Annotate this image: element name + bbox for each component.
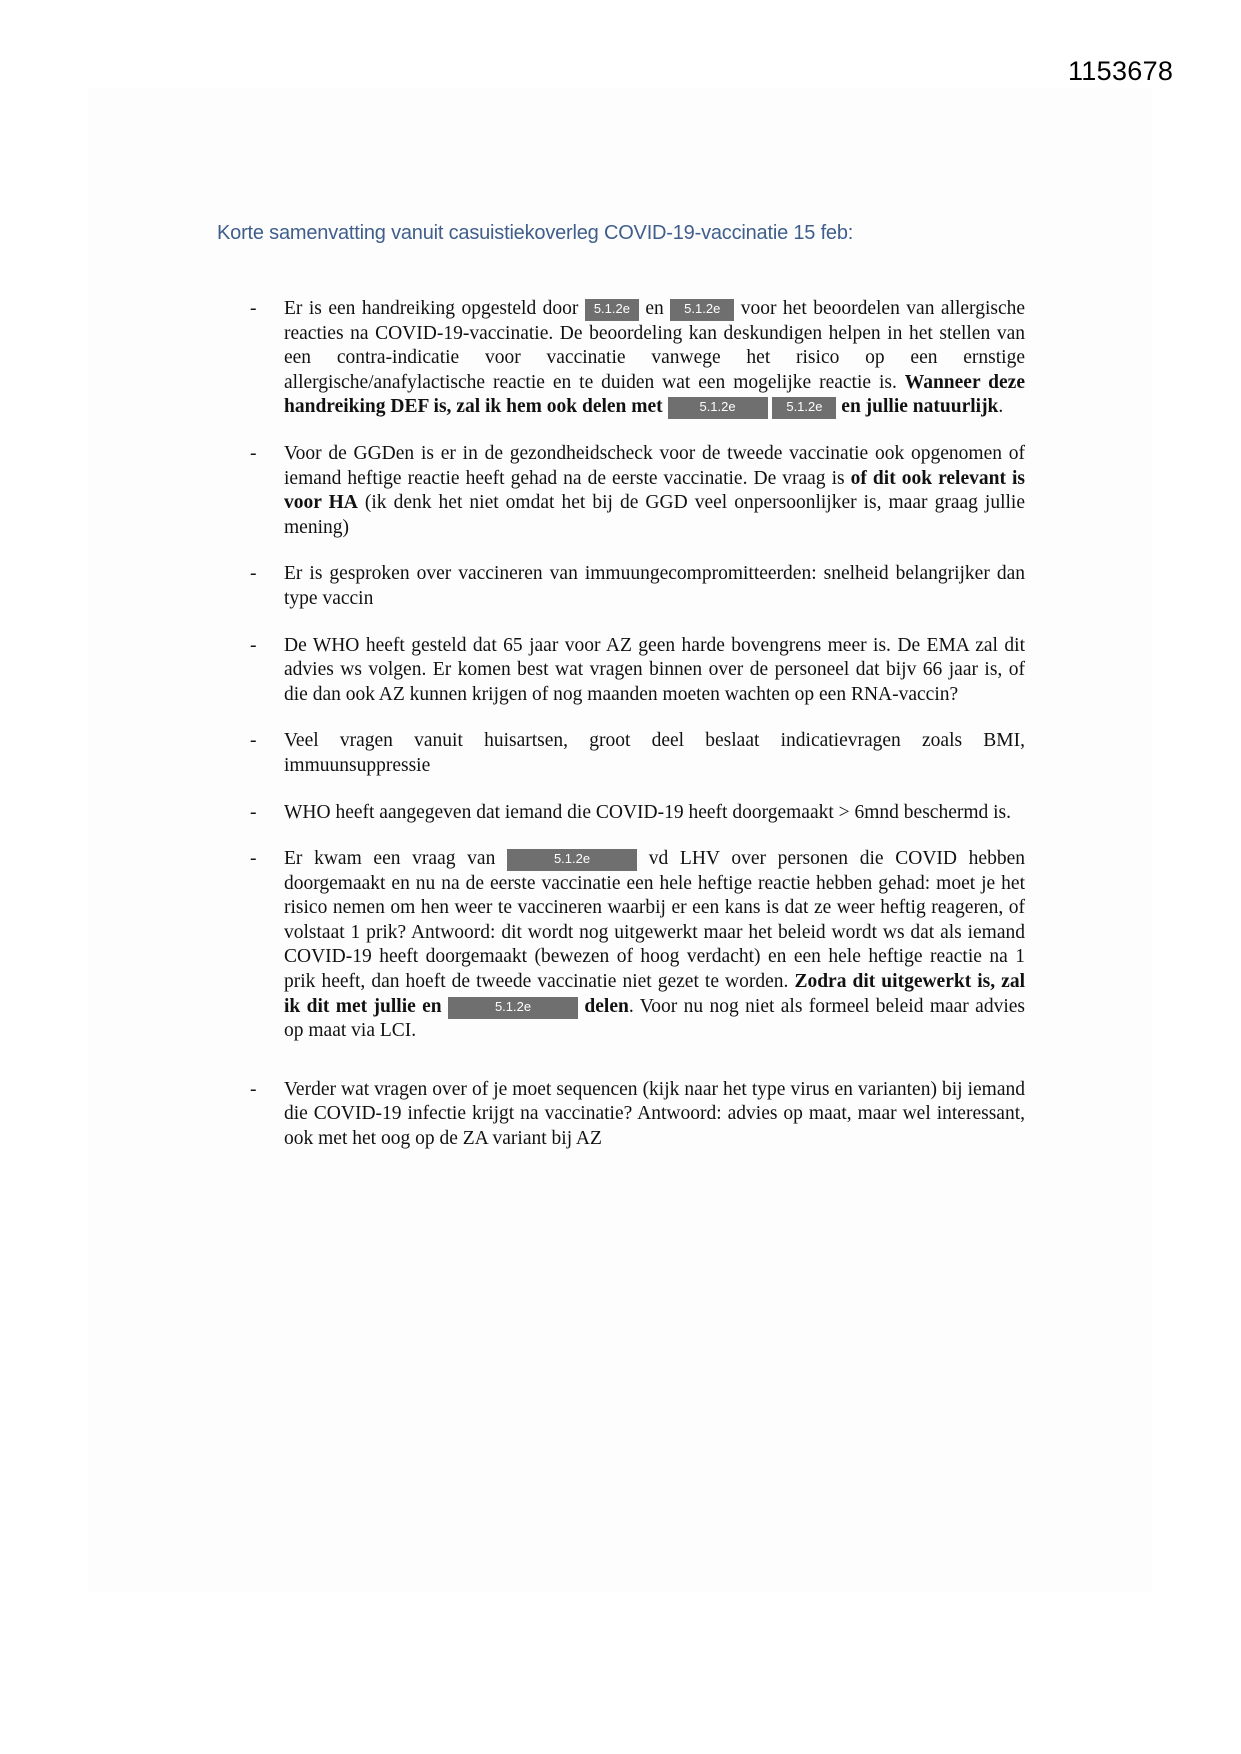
bullet-dash: - bbox=[250, 298, 257, 319]
bullet-dash: - bbox=[250, 1078, 257, 1100]
redaction-box: 5.1.2e bbox=[507, 849, 637, 871]
redaction-box: 5.1.2e bbox=[668, 397, 768, 419]
redaction-box: 5.1.2e bbox=[772, 397, 836, 419]
list-item bbox=[250, 442, 1025, 540]
item-text: vd LHV over personen die COVID hebben doorgemaakt en nu na de eerste vaccinatie een hele heftige reactie hebben gehad: moet je het risico nemen om hen weer te vaccineren waarbij er een kans is dat ze weer heftig reageren, of volstaat 1 prik? Antwoord: dit wordt nog uitgewerkt maar het beleid wordt ws dat als iemand COVID-19 heeft doorgemaakt (bewezen of hoog verdacht) en een hele heftige reactie na 1 prik heeft, dan hoeft de tweede vaccinatie niet gezet te worden. bbox=[284, 848, 1025, 993]
item-text: Voor de GGDen is er in de gezondheidscheck voor de tweede vaccinatie ook opgenomen of iemand heftige reactie heeft gehad na de eerste vaccinatie. De vraag is bbox=[284, 442, 1025, 489]
list-item bbox=[250, 847, 1025, 1044]
bullet-dash: - bbox=[250, 801, 257, 823]
bullet-dash: - bbox=[250, 442, 257, 464]
redaction-box: 5.1.2e bbox=[448, 997, 578, 1019]
document-id-number: 1153678 bbox=[1068, 56, 1174, 86]
item-text: en bbox=[645, 298, 664, 319]
item-text: voor het beoordelen van allergische reacties na COVID-19-vaccinatie. De beoordeling kan deskundigen helpen in het stellen van een contra-indicatie voor vaccinatie vanwege het risico op een ernstige allergische/anafylactische reactie en te duiden wat een mogelijke reactie is. bbox=[284, 298, 1026, 393]
redaction-box: 5.1.2e bbox=[670, 299, 734, 321]
list-item bbox=[250, 729, 1025, 778]
item-text: . Voor nu nog niet als formeel beleid maar advies op maat via LCI. bbox=[284, 995, 1025, 1042]
item-text: Verder wat vragen over of je moet sequencen (kijk naar het type virus en varianten) bij iemand die COVID-19 infectie krijgt na vaccinatie? Antwoord: advies op maat, maar wel interessant, ook met het oog op de ZA variant bij AZ bbox=[284, 1078, 1025, 1150]
list-item bbox=[250, 1078, 1025, 1152]
item-text: Er kwam een vraag van bbox=[284, 848, 496, 870]
bullet-dash: - bbox=[250, 563, 257, 585]
item-text: Veel vragen vanuit huisartsen, groot deel beslaat indicatievragen zoals BMI, immuunsuppressie bbox=[284, 730, 1025, 776]
list-item bbox=[250, 297, 1025, 420]
item-bold-text: of dit ook relevant is voor HA bbox=[284, 467, 1026, 514]
item-text: . bbox=[998, 396, 1004, 418]
summary-bullet-list bbox=[250, 297, 1025, 1152]
list-item bbox=[250, 801, 1025, 826]
item-bold-text: Zodra dit uitgewerkt is, zal ik dit met jullie en bbox=[284, 971, 1025, 1017]
item-text: WHO heeft aangegeven dat iemand die COVID-19 heeft doorgemaakt > 6mnd beschermd is. bbox=[284, 801, 1012, 823]
item-bold-text: en jullie natuurlijk bbox=[841, 396, 999, 418]
item-text: Er is een handreiking opgesteld door bbox=[284, 298, 579, 319]
bullet-dash: - bbox=[250, 848, 257, 870]
item-bold-text: delen bbox=[584, 995, 629, 1017]
redaction-box: 5.1.2e bbox=[585, 299, 639, 321]
item-text: (ik denk het niet omdat het bij de GGD veel onpersoonlijker is, maar graag jullie mening) bbox=[284, 492, 1025, 538]
item-bold-text: Wanneer deze handreiking DEF is, zal ik hem ook delen met bbox=[284, 371, 1025, 418]
list-item bbox=[250, 634, 1025, 708]
summary-heading: Korte samenvatting vanuit casuistiekoverleg COVID-19-vaccinatie 15 feb: bbox=[217, 222, 854, 244]
item-text: Er is gesproken over vaccineren van immuungecompromitteerden: snelheid belangrijker dan type vaccin bbox=[284, 563, 1025, 609]
bullet-dash: - bbox=[250, 730, 257, 752]
bullet-dash: - bbox=[250, 634, 257, 656]
list-item bbox=[250, 562, 1025, 611]
item-text: De WHO heeft gesteld dat 65 jaar voor AZ geen harde bovengrens meer is. De EMA zal dit advies ws volgen. Er komen best wat vragen binnen over de personeel dat bijv 66 jaar is, of die dan ook AZ kunnen krijgen of nog maanden moeten wachten op een RNA-vaccin? bbox=[284, 634, 1025, 705]
